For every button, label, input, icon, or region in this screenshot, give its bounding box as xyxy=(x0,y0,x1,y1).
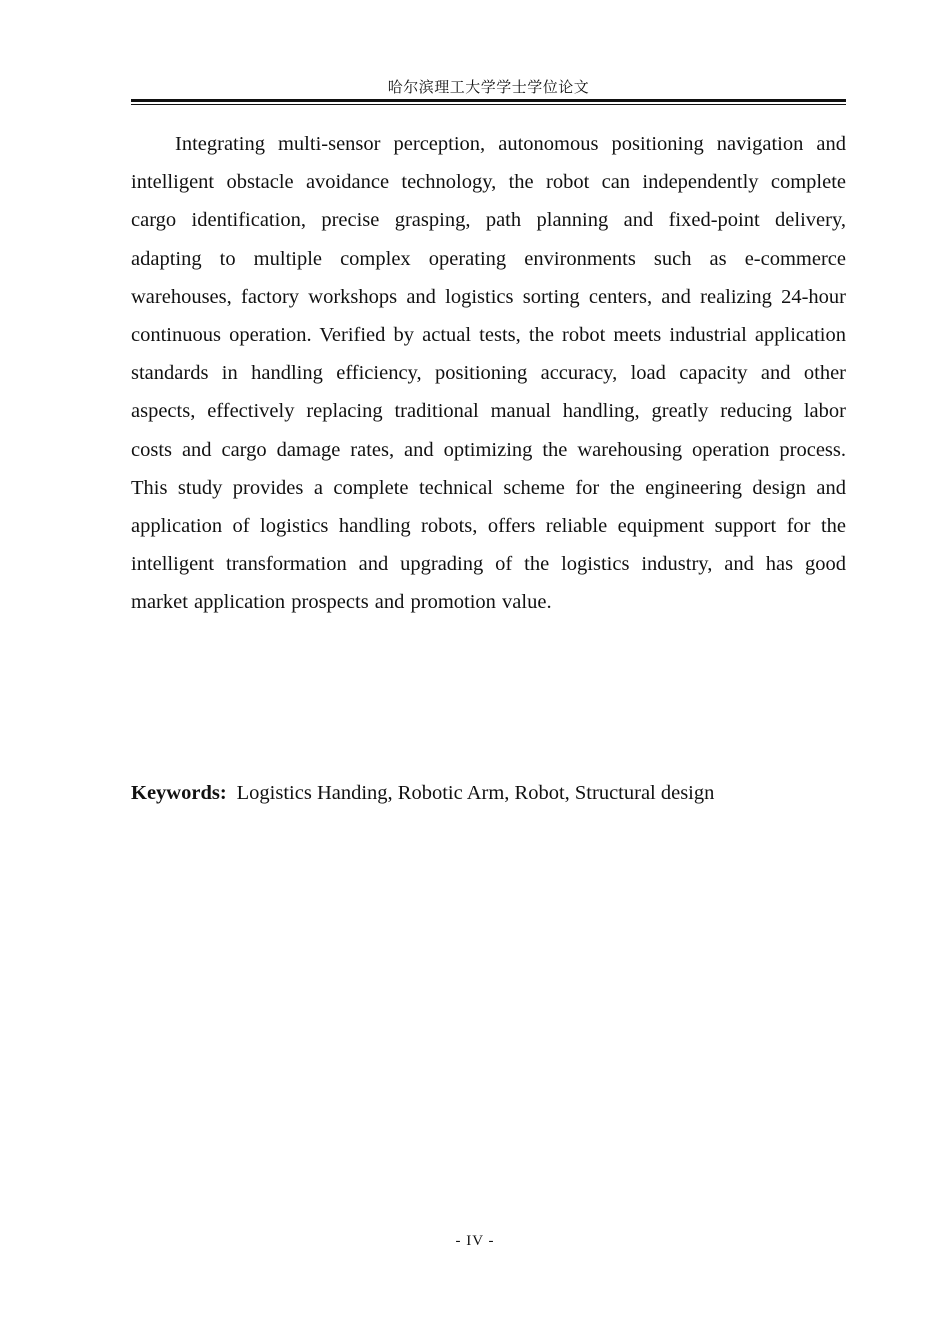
page-header xyxy=(131,76,846,106)
page-number: - IV - xyxy=(455,1233,495,1249)
header-rule-thin xyxy=(131,104,846,105)
keywords-text: Logistics Handing, Robotic Arm, Robot, Structural design xyxy=(236,782,715,804)
header-rule-thick xyxy=(131,99,846,102)
abstract-paragraph: Integrating multi-sensor perception, autonomous positioning navigation and intelligent obstacle avoidance technology, the robot can independently complete cargo identification, precise grasping, path planning and fixed-point delivery, adapting to multiple complex operating environments such as e-commerce warehouses, factory workshops and logistics sorting centers, and realizing 24-hour continuous operation. Verified by actual tests, the robot meets industrial application standards in handling efficiency, positioning accuracy, load capacity and other aspects, effectively replacing traditional manual handling, greatly reducing labor costs and cargo damage rates, and optimizing the warehousing operation process. This study provides a complete technical scheme for the engineering design and application of logistics handling robots, offers reliable equipment support for the intelligent transformation and upgrading of the logistics industry, and has good market application prospects and promotion value. xyxy=(131,133,846,614)
thesis-header-title: 哈尔滨理工大学学士学位论文 xyxy=(387,80,590,96)
keywords-line xyxy=(131,774,846,812)
keywords-label: Keywords: xyxy=(131,782,227,804)
